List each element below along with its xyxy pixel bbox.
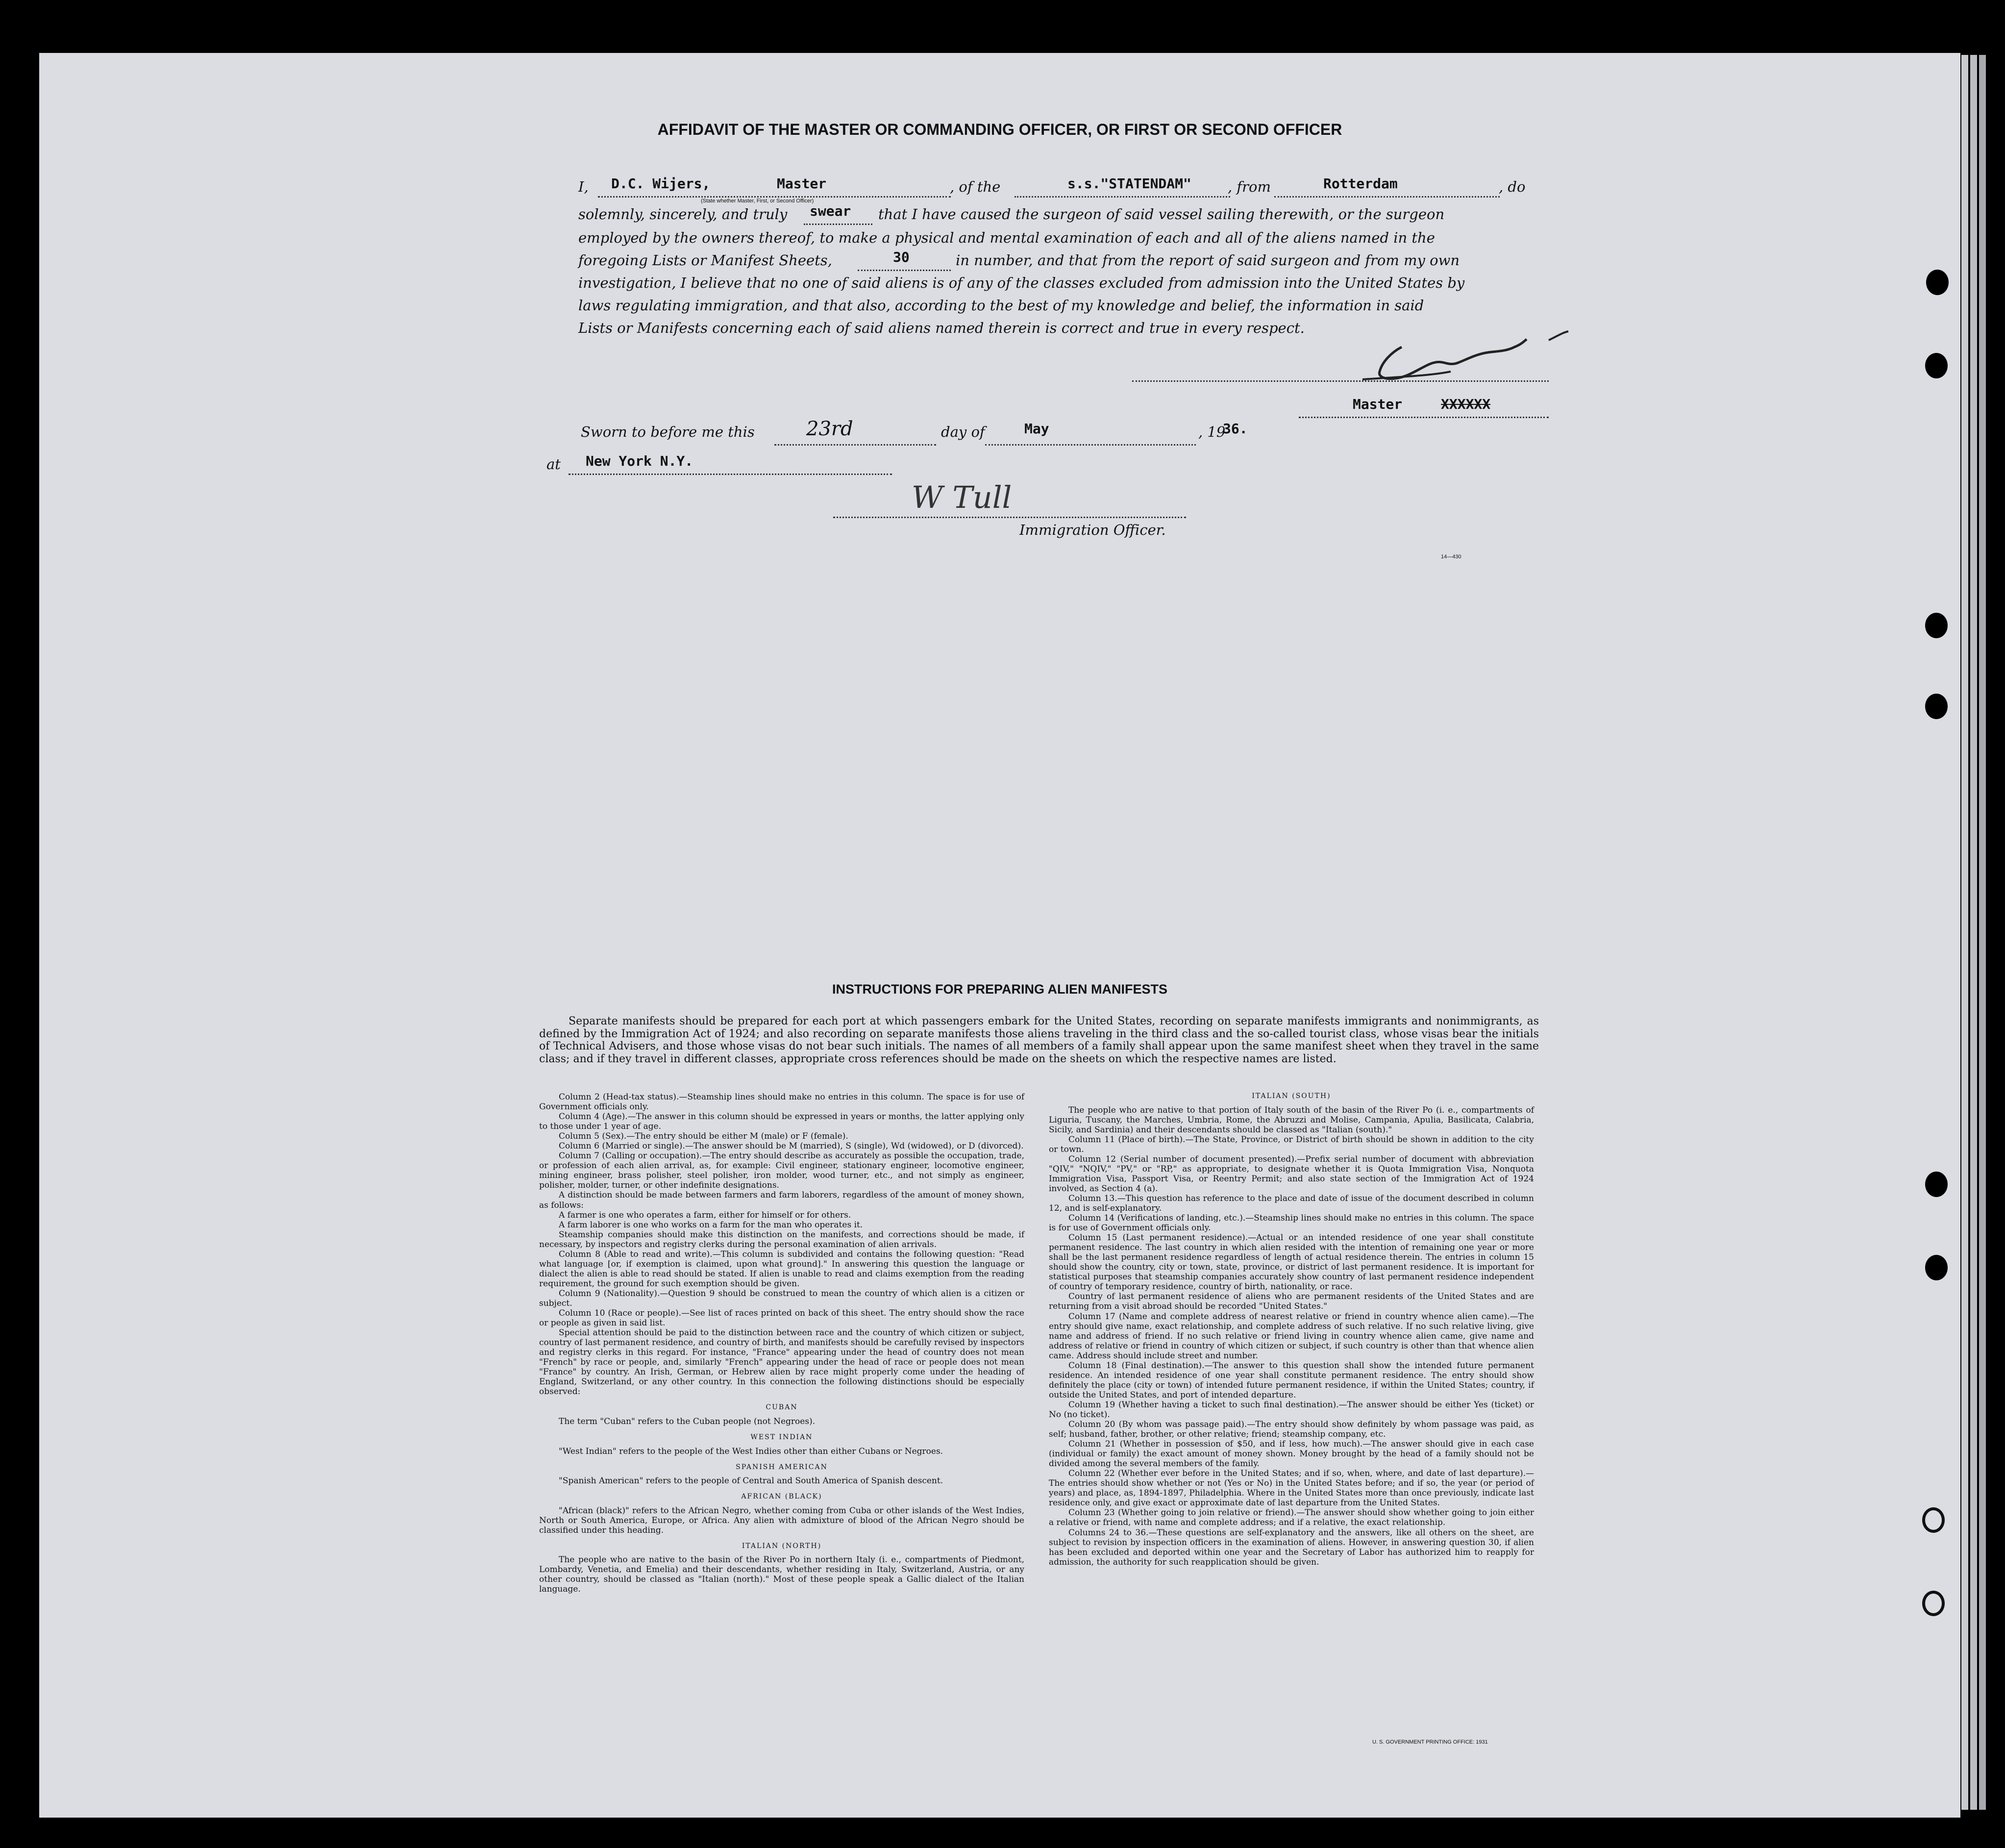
cuban-heading: CUBAN xyxy=(766,1403,798,1412)
name-line xyxy=(598,196,951,198)
officer-label: Immigration Officer. xyxy=(1019,522,1166,538)
officer-signature-line xyxy=(833,517,1186,518)
instruction-paragraph: Column 22 (Whether ever before in the United States; and if so, when, where, and date of last departure).—The entries should show whether or not (Yes or No) in the United States before; and if so, the year (or period of years) and place, as, 1894-1897, Philadelphia. Where in the United States more than once previously, indicate last residence only, and give exact or approximate date of last departure from the United States. xyxy=(1049,1469,1534,1508)
year-prefix: , 19 xyxy=(1198,424,1226,440)
punch-hole xyxy=(1926,270,1949,295)
signature-struck: XXXXXX xyxy=(1441,396,1491,412)
day-of: day of xyxy=(941,424,985,440)
instruction-paragraph: A distinction should be made between farmers and farm laborers, regardless of the amount of money shown, as follows: xyxy=(539,1190,1024,1210)
affidavit-line6: laws regulating immigration, and that also, according to the best of my knowledge and belief, the information in said xyxy=(578,297,1424,314)
instruction-paragraph: Column 23 (Whether going to join relative or friend).—The answer should show whether going to join either a relative or friend, with name and complete address; and if a relative, the exact relationship. xyxy=(1049,1508,1534,1528)
african-text: "African (black)" refers to the African Negro, whether coming from Cuba or other islands of the West Indies, North or South America, Europe, or Africa. Any alien with admixture of blood of the African Negro should be classified under this heading. xyxy=(539,1505,1024,1535)
at-place: New York N.Y. xyxy=(586,453,693,469)
instruction-paragraph: Column 15 (Last permanent residence).—Actual or an intended residence of one year shall constitute permanent residence. The last country in which alien resided with the intention of remaining one year or more shall be the last permanent residence regardless of length of actual residence therein. The entries in column 15 should show the country, city or town, state, province, or district of last permanent residence. It is important for statistical purposes that steamship companies accurately show country of last permanent residence independent of country of temporary residence, country of birth, nationality, or race. xyxy=(1049,1233,1534,1292)
punch-hole xyxy=(1925,1255,1948,1280)
affidavit-line2a: solemnly, sincerely, and truly xyxy=(578,206,788,223)
spanish-text: "Spanish American" refers to the people of Central and South America of Spanish descent. xyxy=(559,1476,943,1486)
sheet-count: 30 xyxy=(893,249,910,265)
instructions-intro: Separate manifests should be prepared for each port at which passengers embark for the United States, recording on separate manifests immigrants and nonimmigrants, as defined by the Immigration Act of 1924; and also recording on separate manifests those aliens traveling in the third class and the so-called tourist class, whose visas bear the initials of Technical Advisers, and those whose visas do not bear such initials. The names of all members of a family shall appear upon the same manifest sheet when they travel in the same class; and if they travel in different classes, appropriate cross references should be made on the sheets on which the respective names are listed. xyxy=(539,1015,1539,1066)
spanish-heading: SPANISH AMERICAN xyxy=(736,1463,828,1471)
departure-port: Rotterdam xyxy=(1323,175,1398,192)
instruction-paragraph: Column 13.—This question has reference to the place and date of issue of the document described in column 12, and is self-explanatory. xyxy=(1049,1193,1534,1213)
italian-south-heading: ITALIAN (SOUTH) xyxy=(1252,1092,1331,1100)
affidavit-from: , from xyxy=(1228,178,1271,195)
instruction-paragraph: Column 7 (Calling or occupation).—The entry should describe as accurately as possible the occupation, trade, or profession of each alien arrival, as, for example: Civil engineer, stationary engineer, locomotive engineer, mining engineer, brass polisher, steel polisher, iron molder, wood turner, etc., and not simply as engineer, polisher, molder, turner, or other indefinite designations. xyxy=(539,1151,1024,1191)
instruction-paragraph: Column 4 (Age).—The answer in this column should be expressed in years or months, the latter applying only to those under 1 year of age. xyxy=(539,1112,1024,1132)
day-line xyxy=(774,444,936,446)
master-signature-line xyxy=(1132,380,1549,382)
affidavit-line3: employed by the owners thereof, to make a physical and mental examination of each and all of the aliens named in the xyxy=(578,229,1435,246)
instruction-paragraph: Column 5 (Sex).—The entry should be either M (male) or F (female). xyxy=(559,1131,848,1142)
instruction-paragraph: Special attention should be paid to the distinction between race and the country of which citizen or subject, country of last permanent residence, and country of birth, and manifests should be carefully revised by inspectors and registry clerks in this regard. For instance, "France" appearing under the head of country does not mean "French" by race or people, and, similarly "French" appearing under the head of race or people does not mean "France" by country. An Irish, German, or Hebrew alien by race might properly come under the heading of England, Switzerland, or any other country. In this connection the following distinctions should be especially observed: xyxy=(539,1328,1024,1397)
sworn-month: May xyxy=(1024,421,1049,437)
westindian-heading: WEST INDIAN xyxy=(750,1433,813,1442)
sheets-line xyxy=(858,270,951,271)
cuban-text: The term "Cuban" refers to the Cuban people (not Negroes). xyxy=(559,1416,816,1426)
year-suffix: 36. xyxy=(1223,421,1248,437)
instruction-paragraph: Column 21 (Whether in possession of $50, and if less, how much).—The answer should give in each case (individual or family) the exact amount of money shown. Money brought by the head of a family should not be divided among the several members of the family. xyxy=(1049,1439,1534,1469)
officer-rank: Master xyxy=(777,175,827,192)
african-heading: AFRICAN (BLACK) xyxy=(741,1493,822,1501)
instruction-paragraph: Country of last permanent residence of aliens who are permanent residents of the United States and are returning from a visit abroad should be recorded "United States." xyxy=(1049,1292,1534,1312)
oath-line xyxy=(804,224,872,225)
ship-line xyxy=(1015,196,1230,198)
punch-hole xyxy=(1925,613,1948,638)
gpo-imprint: U. S. GOVERNMENT PRINTING OFFICE: 1931 xyxy=(1372,1739,1488,1745)
punch-hole xyxy=(1925,353,1948,378)
title-line xyxy=(1299,417,1549,418)
page-edge xyxy=(1979,55,1986,1810)
punch-hole-empty xyxy=(1922,1507,1945,1533)
affidavit-line2b: that I have caused the surgeon of said vessel sailing therewith, or the surgeon xyxy=(878,206,1445,223)
page-edge xyxy=(1970,55,1977,1810)
ship-name: s.s."STATENDAM" xyxy=(1067,175,1191,192)
affidavit-line5: investigation, I believe that no one of said aliens is of any of the classes excluded from admission into the United States by xyxy=(578,275,1465,291)
punch-hole xyxy=(1925,1172,1948,1197)
sworn-day: 23rd xyxy=(806,418,853,440)
port-line xyxy=(1274,196,1500,198)
punch-hole-empty xyxy=(1922,1591,1945,1616)
affidavit-line4a: foregoing Lists or Manifest Sheets, xyxy=(578,252,832,269)
instructions-title: INSTRUCTIONS FOR PREPARING ALIEN MANIFESTS xyxy=(832,982,1168,997)
affidavit-i: I, xyxy=(578,178,589,195)
at-label: at xyxy=(546,456,561,473)
master-name: D.C. Wijers, xyxy=(611,175,711,192)
instruction-paragraph: Column 6 (Married or single).—The answer should be M (married), S (single), Wd (widowed), or D (divorced). xyxy=(559,1141,1024,1151)
affidavit-do: , do xyxy=(1499,178,1526,195)
instruction-paragraph: Column 10 (Race or people).—See list of races printed on back of this sheet. The entry should show the race or people as given in said list. xyxy=(539,1308,1024,1328)
instruction-paragraph: Column 2 (Head-tax status).—Steamship lines should make no entries in this column. The space is for use of Government officials only. xyxy=(539,1092,1024,1112)
punch-hole xyxy=(1925,694,1948,719)
manifest-sheet xyxy=(39,53,1960,1818)
italian-north-text: The people who are native to the basin of the River Po in northern Italy (i. e., compartments of Piedmont, Lombardy, Venetia, and Emelia) and their descendants, whether residing in Italy, Switzerland, Austria, or any other country, should be classed as "Italian (north)." Most of these people speak a Gallic dialect of the Italian language. xyxy=(539,1555,1024,1595)
instruction-paragraph: Column 12 (Serial number of document presented).—Prefix serial number of document with abbreviation "QIV," "NQIV," "PV," or "RP," as appropriate, to designate whether it is Quota Immigration Visa, Nonquota Immigration Visa, Passport Visa, or Reentry Permit; and also state section of the Immigration Act of 1924 involved, as Section 4 (a). xyxy=(1049,1154,1534,1194)
instruction-paragraph: Column 20 (By whom was passage paid).—The entry should show definitely by whom passage was paid, as self; husband, father, brother, or other relative; friend; steamship company, etc. xyxy=(1049,1420,1534,1440)
affidavit-line4b: in number, and that from the report of said surgeon and from my own xyxy=(956,252,1460,269)
instruction-paragraph: A farm laborer is one who works on a farm for the man who operates it. xyxy=(559,1220,863,1230)
rank-note: (State whether Master, First, or Second Officer) xyxy=(701,198,814,204)
month-line xyxy=(985,444,1196,446)
place-line xyxy=(569,474,892,475)
instruction-paragraph: Column 17 (Name and complete address of nearest relative or friend in country whence alien came).—The entry should give name, exact relationship, and complete address of such relative. If no such relative living, give name and address of friend. If no such relative or friend living in country whence alien came, give name and address of relative or friend in country of which citizen or subject, if such country is other than that whence alien came. Address should include street and number. xyxy=(1049,1311,1534,1361)
instruction-paragraph: Column 8 (Able to read and write).—This column is subdivided and contains the following question: "Read what language [or, if exemption is claimed, upon what ground]." In answering this question the language or dialect the alien is able to read should be stated. If alien is unable to read and claims exemption from the reading requirement, the ground for such exemption should be given. xyxy=(539,1249,1024,1289)
westindian-text: "West Indian" refers to the people of the West Indies other than either Cubans or Negroes. xyxy=(559,1446,943,1456)
instruction-paragraph: Steamship companies should make this distinction on the manifests, and corrections should be made, if necessary, by inspectors and registry clerks during the personal examination of alien arrivals. xyxy=(539,1229,1024,1249)
officer-signature: W Tull xyxy=(912,479,1012,515)
signature-title: Master xyxy=(1353,396,1403,412)
affidavit-title: AFFIDAVIT OF THE MASTER OR COMMANDING OFFICER, OR FIRST OR SECOND OFFICER xyxy=(657,121,1342,138)
sworn-prefix: Sworn to before me this xyxy=(581,424,755,440)
instruction-paragraph: Columns 24 to 36.—These questions are self-explanatory and the answers, like all others on the sheet, are subject to revision by inspection officers in the examination of aliens. However, in answering question 30, if alien has been excluded and deported within one year and the Secretary of Labor has authorized him to reapply for admission, the authority for such reapplication should be given. xyxy=(1049,1527,1534,1567)
page-edge xyxy=(1961,55,1968,1810)
instruction-paragraph: Column 11 (Place of birth).—The State, Province, or District of birth should be shown in addition to the city or town. xyxy=(1049,1134,1534,1154)
instructions-right-column xyxy=(1049,1092,1534,1567)
instruction-paragraph: The people who are native to that portion of Italy south of the basin of the River Po (i. e., compartments of Liguria, Tuscany, the Marches, Umbria, Rome, the Abruzzi and Molise, Campania, Apulia, Basilicata, Calabria, Sicily, and Sardinia) and their descendants should be classed as "Italian (south)." xyxy=(1049,1105,1534,1135)
affidavit-of-the: , of the xyxy=(950,178,1001,195)
form-number: 14—430 xyxy=(1441,554,1461,560)
affidavit-line7: Lists or Manifests concerning each of said aliens named therein is correct and true in every respect. xyxy=(578,320,1305,336)
master-signature xyxy=(1333,318,1608,386)
instruction-paragraph: A farmer is one who operates a farm, either for himself or for others. xyxy=(559,1210,851,1220)
instruction-paragraph: Column 14 (Verifications of landing, etc.).—Steamship lines should make no entries in this column. The space is for use of Government officials only. xyxy=(1049,1213,1534,1233)
instruction-paragraph: Column 19 (Whether having a ticket to such final destination).—The answer should be either Yes (ticket) or No (no ticket). xyxy=(1049,1399,1534,1420)
instruction-paragraph: Column 18 (Final destination).—The answer to this question shall show the intended future permanent residence. An intended residence of one year shall constitute permanent residence. The entry should show definitely the place (city or town) of intended future permanent residence, if within the United States; country, if outside the United States, and port of intended departure. xyxy=(1049,1360,1534,1400)
instruction-paragraph: Column 9 (Nationality).—Question 9 should be construed to mean the country of which alien is a citizen or subject. xyxy=(539,1288,1024,1308)
italian-north-heading: ITALIAN (NORTH) xyxy=(742,1542,822,1550)
oath-word: swear xyxy=(810,203,851,219)
instructions-left-column xyxy=(539,1092,1024,1595)
